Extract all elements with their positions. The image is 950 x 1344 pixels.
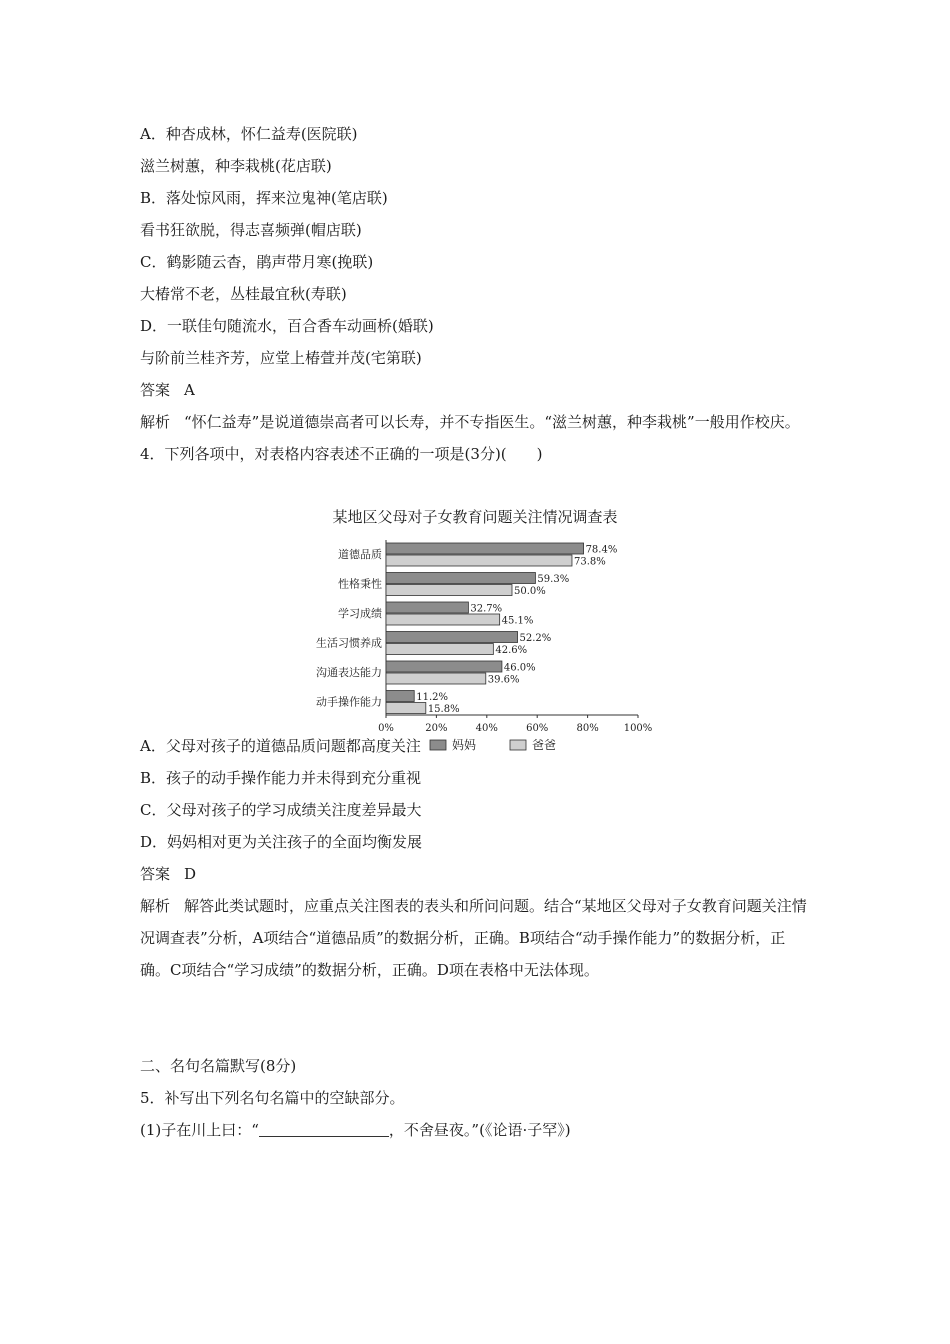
category-label: 道德品质 <box>338 548 382 561</box>
category-label: 动手操作能力 <box>316 695 382 709</box>
q3-answer <box>140 374 812 406</box>
category-label: 生活习惯养成 <box>316 636 382 650</box>
chart-title: 某地区父母对子女教育问题关注情况调查表 <box>332 508 618 526</box>
analysis-label: 解析 <box>140 413 171 431</box>
data-label: 59.3% <box>537 574 570 585</box>
data-label: 46.0% <box>503 662 536 674</box>
q4-answer <box>140 858 812 890</box>
bar-dad <box>386 585 512 596</box>
bar-dad <box>386 614 500 625</box>
q5-item1-prefix: (1)子在川上曰：“ <box>140 1121 259 1139</box>
data-label: 15.8% <box>427 704 460 715</box>
q4-analysis <box>140 890 812 986</box>
x-tick-label: 80% <box>576 723 599 734</box>
q3-option-c2: 大椿常不老，丛桂最宜秋(寿联) <box>140 285 347 303</box>
category-label: 性格秉性 <box>338 577 382 591</box>
chart-container <box>290 500 680 760</box>
data-label: 42.6% <box>495 645 528 656</box>
x-tick-label: 20% <box>425 723 448 734</box>
data-label: 39.6% <box>487 674 520 686</box>
analysis-label: 解析 <box>140 897 171 915</box>
category-label: 沟通表达能力 <box>316 666 382 679</box>
q4-option-d: D．妈妈相对更为关注孩子的全面均衡发展 <box>140 833 423 851</box>
x-tick-label: 60% <box>526 723 549 734</box>
q3-option-c1: C．鹤影随云杳，鹃声带月寒(挽联) <box>140 253 374 271</box>
bar-dad <box>386 703 426 714</box>
q4-option-b: B．孩子的动手操作能力并未得到充分重视 <box>140 769 422 787</box>
analysis-text: “怀仁益寿”是说道德崇高者可以长寿，并不专指医生。“滋兰树蕙，种李栽桃”一般用作校庆。 <box>184 413 800 431</box>
q4-option-a: A．父母对孩子的道德品质问题都高度关注 <box>140 737 421 755</box>
q3-option-a1: A．种杏成林，怀仁益寿(医院联) <box>140 125 358 143</box>
data-label: 45.1% <box>501 615 534 627</box>
q3-analysis <box>140 406 812 438</box>
bar-chart <box>290 500 680 760</box>
q3-option-b2: 看书狂欲脱，得志喜频弹(帽店联) <box>140 221 362 239</box>
bar-mom <box>386 661 502 672</box>
legend-label: 妈妈 <box>452 738 477 752</box>
data-label: 73.8% <box>573 556 606 568</box>
q3-option-a2: 滋兰树蕙，种李栽桃(花店联) <box>140 157 332 175</box>
q4-question: 4．下列各项中，对表格内容表述不正确的一项是(3分)( ) <box>140 445 543 463</box>
x-tick-label: 40% <box>475 723 498 734</box>
legend-swatch <box>510 740 526 750</box>
x-tick-label: 0% <box>378 723 394 734</box>
bar-mom <box>386 543 584 554</box>
q4-option-c: C．父母对孩子的学习成绩关注度差异最大 <box>140 801 422 819</box>
analysis-text: 解答此类试题时，应重点关注图表的表头和所问问题。结合“某地区父母对子女教育问题关注情况调查表”分析，A项结合“道德品质”的数据分析，正确。B项结合“动手操作能力”的数据分析，正确。C项结合“学习成绩”的数据分析，正确。D项在表格中无法体现。 <box>140 897 807 979</box>
bar-dad <box>386 555 572 566</box>
data-label: 32.7% <box>470 603 503 615</box>
q3-option-b1: B．落处惊风雨，挥来泣鬼神(笔店联) <box>140 189 388 207</box>
category-label: 学习成绩 <box>338 607 382 620</box>
bar-mom <box>386 691 414 702</box>
section2-heading: 二、名句名篇默写(8分) <box>140 1057 297 1075</box>
data-label: 52.2% <box>519 633 552 644</box>
answer-label: 答案 <box>140 381 171 399</box>
legend-swatch <box>430 740 446 750</box>
q3-option-d2: 与阶前兰桂齐芳，应堂上椿萱并茂(宅第联) <box>140 349 422 367</box>
data-label: 50.0% <box>514 586 546 597</box>
q5-item1 <box>140 1114 812 1146</box>
bar-dad <box>386 644 493 655</box>
bar-mom <box>386 602 468 613</box>
legend-label: 爸爸 <box>532 738 557 752</box>
answer-label: 答案 <box>140 865 171 883</box>
answer-value: D <box>184 865 197 883</box>
q5-question: 5．补写出下列名句名篇中的空缺部分。 <box>140 1089 405 1107</box>
bar-mom <box>386 573 535 584</box>
x-tick-label: 100% <box>623 723 653 734</box>
bar-mom <box>386 632 518 643</box>
bar-dad <box>386 673 486 684</box>
data-label: 78.4% <box>585 544 618 556</box>
section-gap <box>140 986 812 1050</box>
answer-blank[interactable] <box>259 1120 389 1137</box>
data-label: 11.2% <box>416 692 449 703</box>
answer-value: A <box>184 381 195 399</box>
q3-option-d1: D．一联佳句随流水，百合香车动画桥(婚联) <box>140 317 434 335</box>
q5-item1-suffix: ，不舍昼夜。”(《论语·子罕》) <box>388 1121 571 1139</box>
